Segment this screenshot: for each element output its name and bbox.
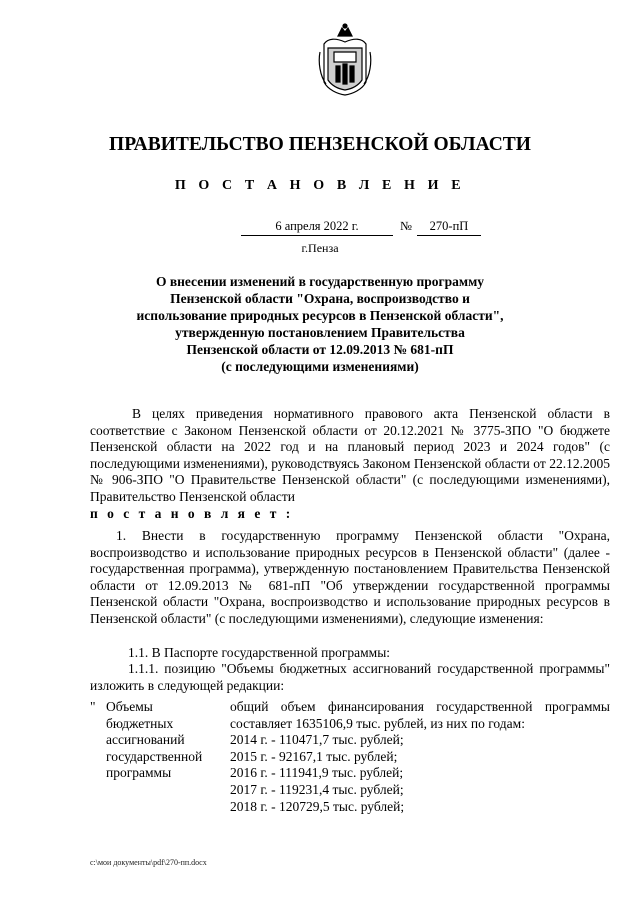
- file-path-footer: c:\мои документы\pdf\270-пп.docx: [90, 858, 207, 867]
- document-title: [80, 273, 560, 375]
- title-line: Пензенской области "Охрана, воспроизводство и: [170, 291, 470, 306]
- title-line: Пензенской области от 12.09.2013 № 681-пП: [186, 342, 454, 357]
- year-funding-line: 2016 г. - 111941,9 тыс. рублей;: [230, 765, 404, 781]
- title-line: утвержденную постановлением Правительства: [175, 325, 465, 340]
- title-line: использование природных ресурсов в Пензенской области",: [136, 308, 504, 323]
- city-name: г.Пенза: [301, 241, 339, 255]
- decree-date: 6 апреля 2022 г.: [241, 219, 393, 236]
- title-line: О внесении изменений в государственную программу: [155, 274, 485, 289]
- coat-of-arms-emblem: [318, 22, 372, 96]
- left-label-line: Объемы: [106, 699, 153, 714]
- left-label-line: бюджетных: [106, 715, 174, 731]
- left-label-line: государственной: [106, 748, 203, 764]
- left-label-line: программы: [106, 765, 172, 781]
- clause-1-1-paragraph: 1.1. В Паспорте государственной программы:: [128, 645, 391, 660]
- number-sign: №: [400, 219, 412, 233]
- preamble-paragraph: [90, 406, 610, 522]
- date-number-line: [241, 219, 481, 237]
- year-funding-line: 2014 г. - 110471,7 тыс. рублей;: [230, 732, 404, 748]
- year-funding-line: 2017 г. - 119231,4 тыс. рублей;: [230, 781, 404, 797]
- decree-number: 270-пП: [417, 219, 481, 236]
- clause-1-paragraph: 1. Внести в государственную программу Пензенской области "Охрана, воспроизводство и использование природных ресурсов в Пензенской области" (далее - государственная программа), утвержденную постановлением Правительства Пензенской области от 12.09.2013 № 681-пП "Об утверждении государственной программы Пензенской области "Охрана, воспроизводство и использование природных ресурсов в Пензенской области" (с последующими изменениями), следующие изменения:: [90, 528, 610, 626]
- table-right-column: [230, 699, 610, 815]
- government-name: ПРАВИТЕЛЬСТВО ПЕНЗЕНСКОЙ ОБЛАСТИ: [109, 134, 531, 155]
- preamble-text: В целях приведения нормативного правового акта Пензенской области в соответствие с Законом Пензенской области от 20.12.2021 № 3775-ЗПО "О бюджете Пензенской области на 2022 год и на плановый период 2023 и 2024 годов" (с последующими изменениями), руководствуясь Законом Пензенской области от 22.12.2005 № 906-ЗПО "О Правительстве Пензенской области" (с последующими изменениями), Правительство Пензенской области: [90, 406, 610, 504]
- year-funding-line: 2018 г. - 120729,5 тыс. рублей;: [230, 798, 405, 814]
- left-label-line: ассигнований: [106, 732, 185, 748]
- title-line: (с последующими изменениями): [221, 359, 419, 374]
- table-left-column: [106, 699, 224, 782]
- clause-1-1-1-paragraph: 1.1.1. позицию "Объемы бюджетных ассигнований государственной программы" изложить в следующей редакции:: [90, 661, 610, 693]
- funding-intro: общий объем финансирования государственной программы составляет 1635106,9 тыс. рублей, из них по годам:: [230, 699, 610, 731]
- document-type: П О С Т А Н О В Л Е Н И Е: [174, 178, 466, 193]
- opening-quote: ": [90, 699, 96, 714]
- resolves-word: п о с т а н о в л я е т :: [90, 505, 294, 521]
- year-funding-line: 2015 г. - 92167,1 тыс. рублей;: [230, 748, 398, 764]
